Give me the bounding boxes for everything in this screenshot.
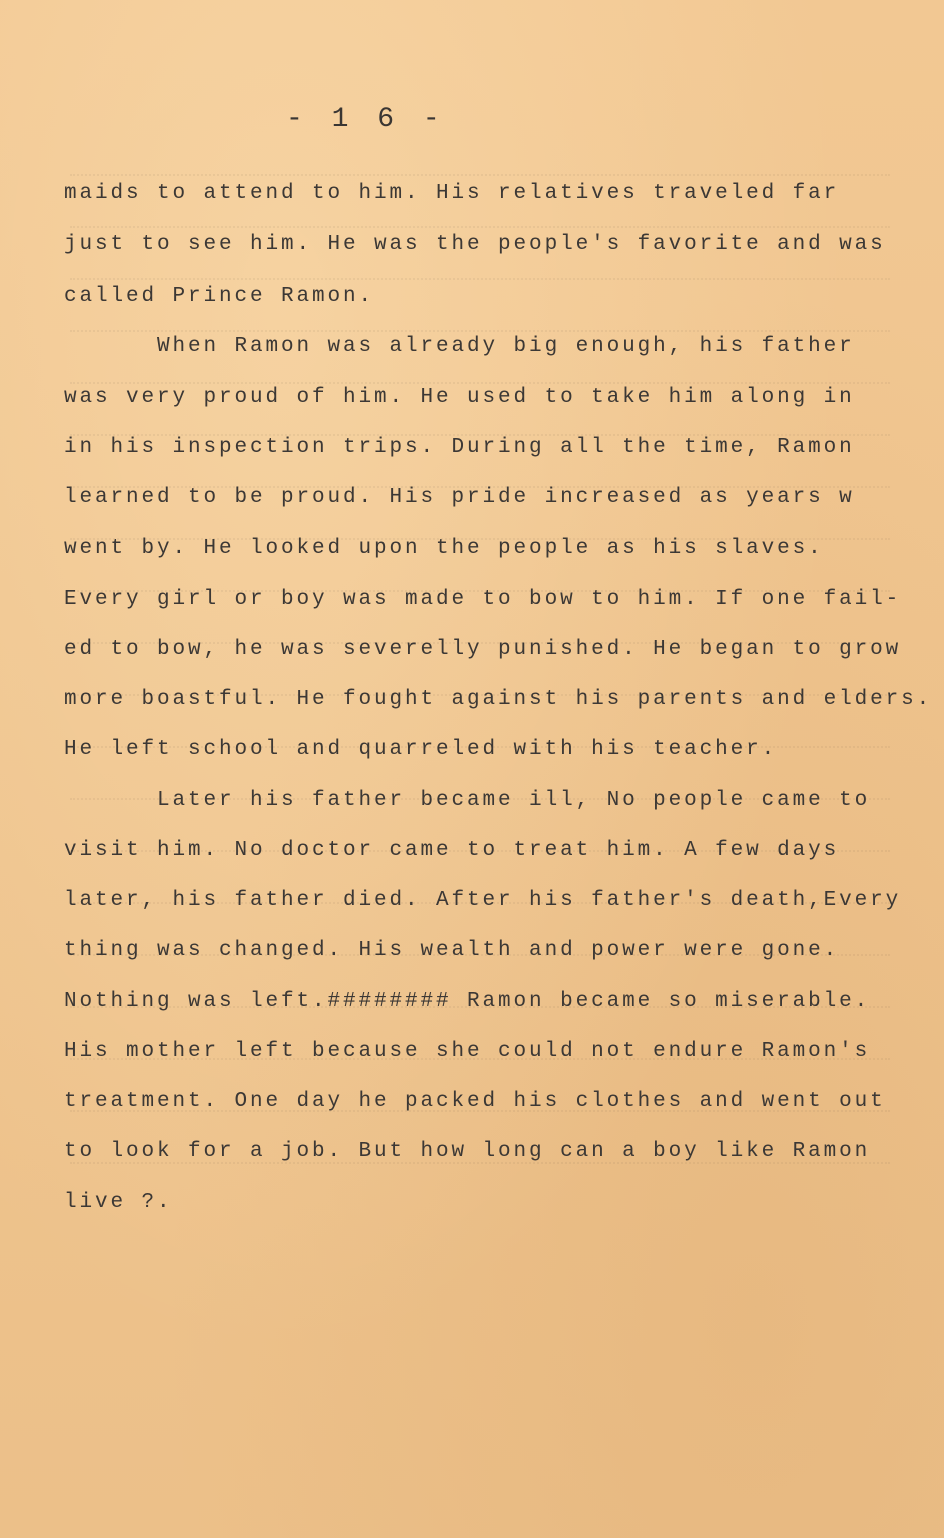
text-line: just to see him. He was the people's favorite and was: [64, 233, 886, 256]
page-number: - 1 6 -: [286, 104, 446, 135]
text-line: He left school and quarreled with his teacher.: [64, 738, 778, 761]
text-line: in his inspection trips. During all the time, Ramon: [64, 436, 855, 459]
text-line: His mother left because she could not endure Ramon's: [64, 1040, 871, 1063]
text-line: more boastful. He fought against his parents and elders.: [64, 688, 933, 711]
text-line: live ?.: [64, 1191, 173, 1214]
text-line: later, his father died. After his father's death,Every: [64, 889, 902, 912]
text-line: ed to bow, he was severelly punished. He began to grow: [64, 638, 902, 661]
text-line: learned to be proud. His pride increased as years w: [64, 486, 855, 509]
text-line: called Prince Ramon.: [64, 285, 375, 308]
text-line: visit him. No doctor came to treat him. A few days: [64, 839, 840, 862]
text-line: Every girl or boy was made to bow to him. If one fail-: [64, 588, 902, 611]
text-line: Nothing was left.######## Ramon became so miserable.: [64, 990, 871, 1013]
text-line: was very proud of him. He used to take him along in: [64, 386, 855, 409]
text-line: to look for a job. But how long can a boy like Ramon: [64, 1140, 871, 1163]
text-line: went by. He looked upon the people as his slaves.: [64, 537, 824, 560]
text-line: Later his father became ill, No people came to: [64, 789, 871, 812]
text-line: maids to attend to him. His relatives traveled far: [64, 182, 840, 205]
text-line: When Ramon was already big enough, his father: [64, 335, 855, 358]
text-line: thing was changed. His wealth and power were gone.: [64, 939, 840, 962]
text-line: treatment. One day he packed his clothes and went out: [64, 1090, 886, 1113]
